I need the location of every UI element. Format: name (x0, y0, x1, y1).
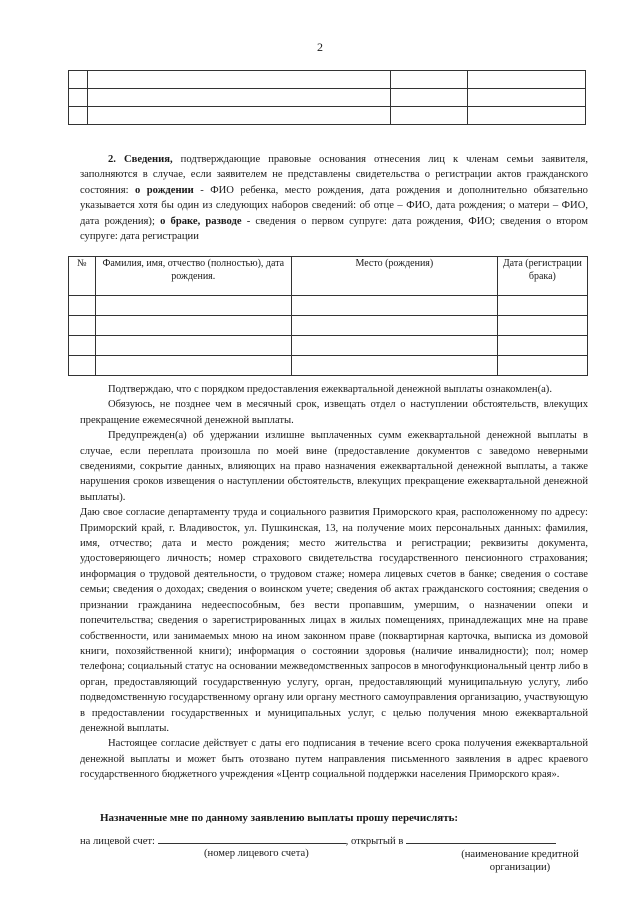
opened-label: , открытый в (345, 836, 404, 847)
table-header-row (69, 257, 588, 296)
obligation-paragraph: Обязуюсь, не позднее чем в месячный срок, извещать отдел о наступлении обстоятельств, влекущих прекращение ежемесячной денежной выплаты. (80, 399, 588, 426)
page-number: 2 (317, 40, 323, 54)
section-title: Сведения, (124, 154, 173, 165)
top-continuation-table (68, 70, 586, 125)
table-row (69, 356, 588, 376)
column-header-number: № (69, 257, 96, 296)
account-label: на лицевой счет: (80, 836, 155, 847)
table-row (69, 296, 588, 316)
section-2-paragraph (80, 152, 588, 244)
column-header-date: Дата (регистрации брака) (497, 257, 587, 296)
section-number: 2. (108, 154, 116, 165)
table-row (69, 107, 586, 125)
acknowledgement-paragraph: Подтверждаю, что с порядком предоставления ежеквартальной денежной выплаты ознакомлен(а). (108, 384, 552, 395)
consent-text (80, 382, 588, 783)
table-row (69, 89, 586, 107)
table-row (69, 336, 588, 356)
table-row (69, 316, 588, 336)
section-text: - сведения о первом супруге: дата рождения, ФИО; сведения о втором супруге: дата регистрации (80, 215, 588, 243)
consent-validity-paragraph: Настоящее согласие действует с даты его подписания в течение всего срока получения ежеквартальной денежной выплаты и может быть отозвано путем направления письменного заявления в адрес краевого государственного бюджетного учреждения «Центр социальной поддержки населения Приморского края». (80, 738, 588, 781)
column-header-fio: Фамилия, имя, отчество (полностью), дата рождения. (95, 257, 291, 296)
section-text: подтверждающие правовые основания отнесения лиц к членам семьи заявителя, заполняются в случае, если заявителем не представлены свидетельства о регистрации актов гражданского состояния: (80, 154, 588, 196)
bank-name-field[interactable] (406, 832, 556, 844)
marriage-bold: о браке, разводе (160, 215, 242, 227)
warning-paragraph: Предупрежден(а) об удержании излишне выплаченных сумм ежеквартальной денежной выплаты в случае, если переплата произошла по моей вине (предоставление документов с заведомо неверными сведениями, сокрытие данных, влияющих на право назначения ежеквартальной денежной выплаты, а также нарушения сроков извещения о наступлении обстоятельств, влекущих прекращение ежеквартальной денежной выплаты). (80, 430, 588, 503)
birth-bold: о рождении (135, 184, 194, 196)
section-text: - ФИО ребенка, место рождения, дата рождения и дополнительно обязательно указывается хотя бы один из следующих наборов сведений: об отце – ФИО, дата рождения; о матери – ФИО, дата рождения); (80, 184, 588, 227)
data-consent-paragraph: Даю свое согласие департаменту труда и социального развития Приморского края, расположенному по адресу: Приморский край, г. Владивосток, ул. Пушкинская, 13, на получение моих персональных данных: фамилия, имя, отчество; дата и место рождения; место жительства и регистрации; реквизиты документа, удостоверяющего личность; номер страхового свидетельства государственного пенсионного страхования; информация о трудовой деятельности, о трудовом стаже; номера лицевых счетов в банке; сведения о составе семьи; сведения о доходах; сведения о воинском учете; сведения об актах гражданского состояния; сведения о признании гражданина недееспособным, без вести пропавшим, умершим, о назначении опеки и попечительства; сведения о зарегистрированных лицах в жилых помещениях, принадлежащих мне на праве собственности, или занимаемых мною на ином законном праве (поквартирная карточка, выписка из домовой книги, похозяйственной книги); информация о состоянии здоровья (наличие инвалидности); пол; номер телефона; социальный статус на основании межведомственных запросов в многофункциональный центр либо в орган, предоставляющий государственную услугу, орган, предоставляющий муниципальную услугу, либо подведомственную государственному органу или органу местного самоуправления организацию, участвующую в предоставлении государственных и муниципальных услуг, с целью получения мною ежеквартальной денежной выплаты. (80, 507, 588, 734)
payment-title: Назначенные мне по данному заявлению выплаты прошу перечислять: (100, 812, 459, 824)
account-number-field[interactable] (158, 832, 346, 844)
family-members-table (68, 256, 588, 376)
account-caption: (номер лицевого счета) (204, 848, 309, 859)
table-row (69, 71, 586, 89)
column-header-place: Место (рождения) (291, 257, 497, 296)
bank-caption: (наименование кредитной организации) (461, 849, 579, 873)
account-line (80, 832, 600, 847)
